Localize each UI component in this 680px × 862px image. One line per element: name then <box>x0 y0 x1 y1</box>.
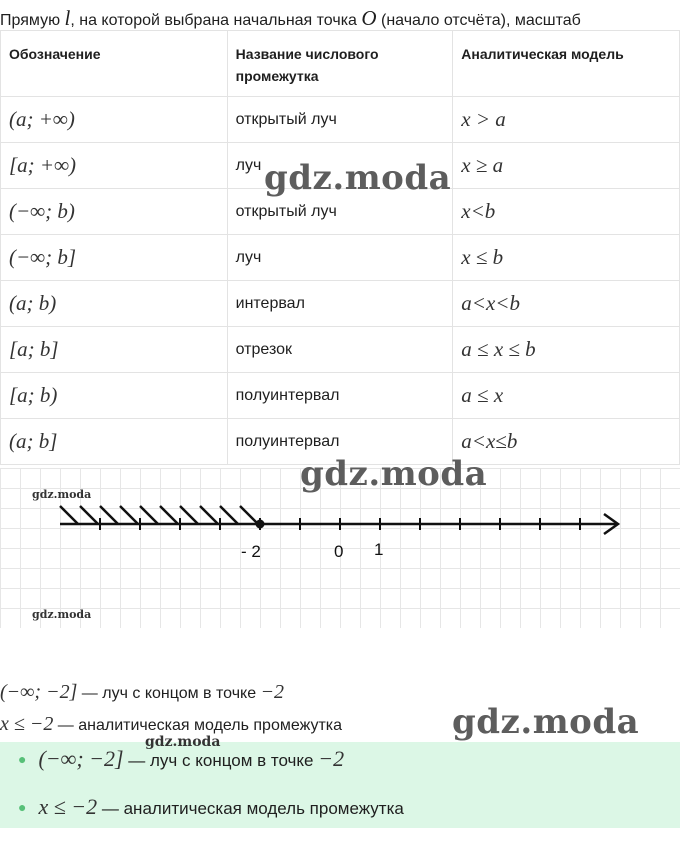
watermark-small: gdz.moda <box>145 734 221 750</box>
hatch-stroke <box>200 506 218 524</box>
tick-label-1: 1 <box>374 540 384 559</box>
cell-model: x ≥ a <box>453 143 680 189</box>
intro-part: Прямую <box>0 12 65 29</box>
header-notation: Обозначение <box>1 31 228 97</box>
summary-value: −2 <box>318 746 345 771</box>
statement-text: — аналитическая модель промежутка <box>53 717 343 734</box>
cell-name: открытый луч <box>227 97 453 143</box>
cell-name: луч <box>227 235 453 281</box>
intervals-table-wrap <box>0 30 680 465</box>
cell-name: луч <box>227 143 453 189</box>
hatch-stroke <box>80 506 98 524</box>
hatch-stroke <box>60 506 78 524</box>
cell-notation: [a; +∞) <box>1 143 228 189</box>
cell-notation: [a; b) <box>1 373 228 419</box>
table-row <box>1 327 680 373</box>
cell-name: открытый луч <box>227 189 453 235</box>
shading-hatch <box>60 506 258 524</box>
watermark-logo: gdz.moda <box>300 454 488 494</box>
tick-label-0: 0 <box>334 542 344 561</box>
table-row <box>1 373 680 419</box>
header-interval-name: Название числового промежутка <box>227 31 453 97</box>
cell-model: a<x<b <box>453 281 680 327</box>
cell-model: a ≤ x ≤ b <box>453 327 680 373</box>
cell-model: x > a <box>453 97 680 143</box>
hatch-stroke <box>180 506 198 524</box>
number-line-figure <box>0 454 680 628</box>
bullet-icon: ● <box>18 799 27 815</box>
tick-label-minus-2: - 2 <box>241 542 261 561</box>
statement-math: (−∞; −2] <box>0 681 78 703</box>
statement-text: — луч с концом в точке <box>77 685 261 702</box>
watermark-logo: gdz.moda <box>452 702 640 742</box>
cell-name: отрезок <box>227 327 453 373</box>
watermark-small: gdz.moda <box>32 488 92 501</box>
cell-model: a<x≤b <box>453 419 680 465</box>
table-header-row <box>1 31 680 97</box>
summary-item-model <box>18 794 404 820</box>
summary-text: — луч с концом в точке <box>123 751 319 770</box>
statement-value: −2 <box>260 681 285 703</box>
table-row <box>1 97 680 143</box>
cell-model: x<b <box>453 189 680 235</box>
hatch-stroke <box>100 506 118 524</box>
hatch-stroke <box>220 506 238 524</box>
cell-name: интервал <box>227 281 453 327</box>
header-analytic-model: Аналитическая модель <box>453 31 680 97</box>
watermark-logo: gdz.moda <box>264 158 452 198</box>
intro-text <box>0 6 581 31</box>
intro-var-l: l <box>64 6 71 30</box>
summary-math: x ≤ −2 <box>38 794 98 819</box>
summary-text: — аналитическая модель промежутка <box>97 799 404 818</box>
intro-part: (начало отсчёта), масштаб <box>376 12 581 29</box>
cell-notation: (a; b) <box>1 281 228 327</box>
table-row <box>1 281 680 327</box>
cell-name: полуинтервал <box>227 373 453 419</box>
cell-notation: (a; +∞) <box>1 97 228 143</box>
statement-math: x ≤ −2 <box>0 713 54 735</box>
cell-notation: [a; b] <box>1 327 228 373</box>
intro-part: , на которой выбрана начальная точка <box>70 12 362 29</box>
hatch-stroke <box>160 506 178 524</box>
cell-notation: (−∞; b) <box>1 189 228 235</box>
hatch-stroke <box>120 506 138 524</box>
cell-notation: (a; b] <box>1 419 228 465</box>
table-row <box>1 235 680 281</box>
cell-name: полуинтервал <box>227 419 453 465</box>
watermark-small: gdz.moda <box>32 608 92 621</box>
cell-model: x ≤ b <box>453 235 680 281</box>
cell-notation: (−∞; b] <box>1 235 228 281</box>
bullet-icon: ● <box>18 751 27 767</box>
summary-math: (−∞; −2] <box>38 746 124 771</box>
endpoint-dot <box>256 520 265 529</box>
answer-summary-box <box>0 742 680 828</box>
intro-var-o: O <box>361 6 377 30</box>
hatch-stroke <box>140 506 158 524</box>
cell-model: a ≤ x <box>453 373 680 419</box>
hatch-stroke <box>240 506 258 524</box>
intervals-table <box>0 30 680 465</box>
